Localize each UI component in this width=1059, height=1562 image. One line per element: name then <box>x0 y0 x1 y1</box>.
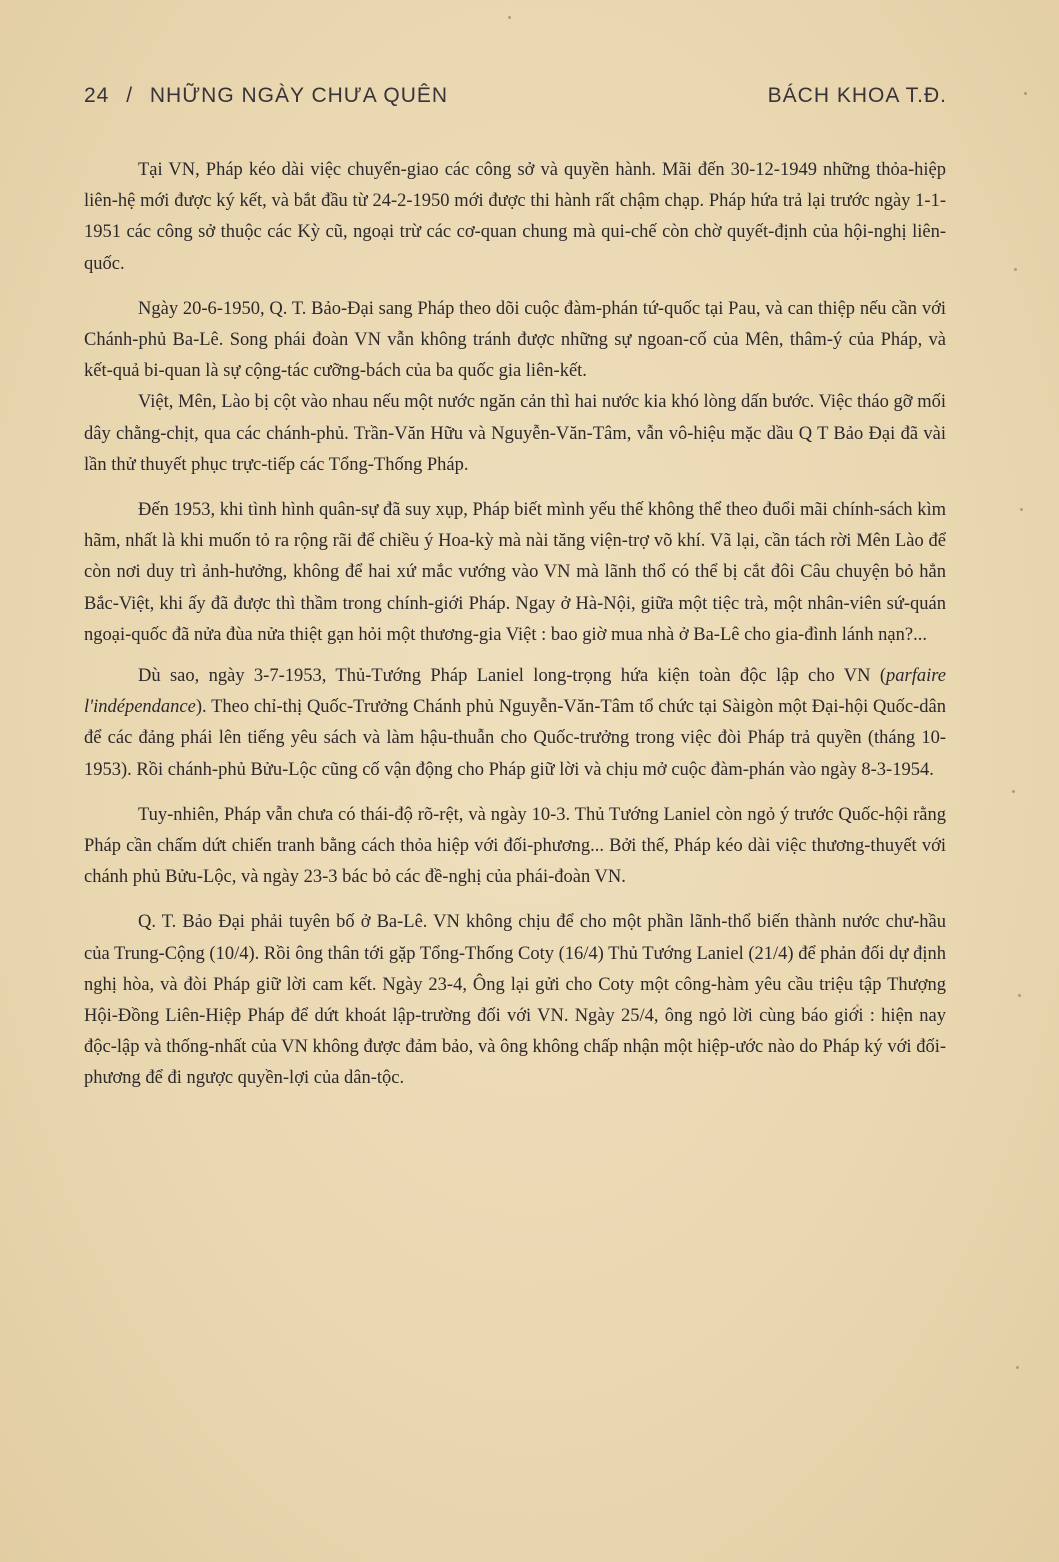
ink-speck <box>1018 994 1021 997</box>
paragraph-transfer-of-offices: Tại VN, Pháp kéo dài việc chuyển-giao các công sở và quyền hành. Mãi đến 30-12-1949 những thỏa-hiệp liên-hệ mới được ký kết, và bắt đầu từ 24-2-1950 mới được thi hành rất chậm chạp. Pháp hứa trả lại trước ngày 1-1-1951 các công sở thuộc các Kỳ cũ, ngoại trừ các cơ-quan chung mà qui-chế còn chờ quyết-định của hội-nghị liên-quốc. <box>84 160 946 274</box>
paragraph-bao-dai-declaration: Q. T. Bảo Đại phải tuyên bố ở Ba-Lê. VN không chịu để cho một phần lãnh-thổ biến thành nước chư-hầu của Trung-Cộng (10/4). Rồi ông thân tới gặp Tổng-Thống Coty (16/4) Thủ Tướng Laniel (21/4) để phản đối dự định nghị hòa, và đòi Pháp giữ lời cam kết. Ngày 23-4, Ông lại gửi cho Coty một công-hàm yêu cầu triệu tập Thượng Hội-Đồng Liên-Hiệp Pháp để dứt khoát lập-trường đối với VN. Ngày 25/4, ông ngỏ lời cùng báo giới : hiện nay độc-lập và thống-nhất của VN không được đảm bảo, và ông không chấp nhận một hiệp-ước nào do Pháp ký với đối-phương để đi ngược quyền-lợi của dân-tộc. <box>84 912 946 1089</box>
paragraph-pau-negotiations: Ngày 20-6-1950, Q. T. Bảo-Đại sang Pháp theo dõi cuộc đàm-phán tứ-quốc tại Pau, và can thiệp nếu cần với Chánh-phủ Ba-Lê. Song phái đoàn VN vẫn không tránh được những sự ngoan-cố của Mên, thâm-ý của Pháp, và kết-quả bi-quan là sự cộng-tác cưỡng-bách của ba quốc gia liên-kết. <box>84 298 946 382</box>
ink-speck <box>508 16 511 19</box>
running-header <box>84 84 947 120</box>
laniel-promise-text: Dù sao, ngày 3-7-1953, Thủ-Tướng Pháp Laniel long-trọng hứa kiện toàn độc lập cho VN ( <box>138 666 887 687</box>
header-separator: / <box>126 84 134 107</box>
publication-title: BÁCH KHOA T.Đ. <box>767 84 947 107</box>
french-quote: parfaire l'indépendance <box>84 666 946 718</box>
page-number: 24 <box>84 84 110 107</box>
article-body <box>84 155 946 1095</box>
header-left <box>84 84 458 108</box>
paragraph-french-hesitation: Tuy-nhiên, Pháp vẫn chưa có thái-độ rõ-rệt, và ngày 10-3. Thủ Tướng Laniel còn ngỏ ý trước Quốc-hội rằng Pháp cần chấm dứt chiến tranh bằng cách thỏa hiệp với đối-phương... Bởi thế, Pháp kéo dài việc thương-thuyết với chánh phủ Bửu-Lộc, và ngày 23-3 bác bỏ các đề-nghị của phái-đoàn VN. <box>84 804 946 888</box>
paragraph-laniel-promise <box>84 661 946 786</box>
paragraph-1953-situation: Đến 1953, khi tình hình quân-sự đã suy xụp, Pháp biết mình yếu thế không thể theo đuổi mãi chính-sách kìm hãm, nhất là khi muốn tỏ ra rộng rãi để chiều ý Hoa-kỳ mà nài tăng viện-trợ võ khí. Vã lại, cần tách rời Mên Lào để còn nơi duy trì ảnh-hưởng, không để hai xứ mắc vướng vào VN mà lãnh thổ có thể bị cắt đôi Câu chuyện bỏ hẳn Bắc-Việt, khi ấy đã được thì thầm trong chính-giới Pháp. Ngay ở Hà-Nội, giữa một tiệc trà, một nhân-viên sứ-quán ngoại-quốc đã nửa đùa nửa thiệt gạn hỏi một thương-gia Việt : bao giờ mua nhà ở Ba-Lê cho gia-đình lánh nạn?... <box>84 500 946 645</box>
ink-speck <box>1024 92 1027 95</box>
ink-speck <box>1016 1366 1019 1369</box>
ink-speck <box>1020 508 1023 511</box>
ink-speck <box>1012 790 1015 793</box>
laniel-promise-continued: ). Theo chỉ-thị Quốc-Trưởng Chánh phủ Nguyễn-Văn-Tâm tổ chức tại Sàigòn một Đại-hội Quốc-dân để các đảng phái lên tiếng yêu sách và làm hậu-thuẫn cho Quốc-trưởng trong việc đòi Pháp trả quyền (tháng 10-1953). Rồi chánh-phủ Bửu-Lộc cũng cố vận động cho Pháp giữ lời và chịu mở cuộc đàm-phán vào ngày 8-3-1954. <box>84 697 946 780</box>
ink-speck <box>1014 268 1017 271</box>
section-title: NHỮNG NGÀY CHƯA QUÊN <box>149 84 449 107</box>
paragraph-three-states-bound: Việt, Mên, Lào bị cột vào nhau nếu một nước ngăn cản thì hai nước kia khó lòng dấn bước. Việc tháo gỡ mối dây chằng-chịt, qua các chánh-phủ. Trần-Văn Hữu và Nguyễn-Văn-Tâm, vẫn vô-hiệu mặc dầu Q T Bảo Đại đã vài lần thử thuyết phục trực-tiếp các Tổng-Thống Pháp. <box>84 392 946 475</box>
